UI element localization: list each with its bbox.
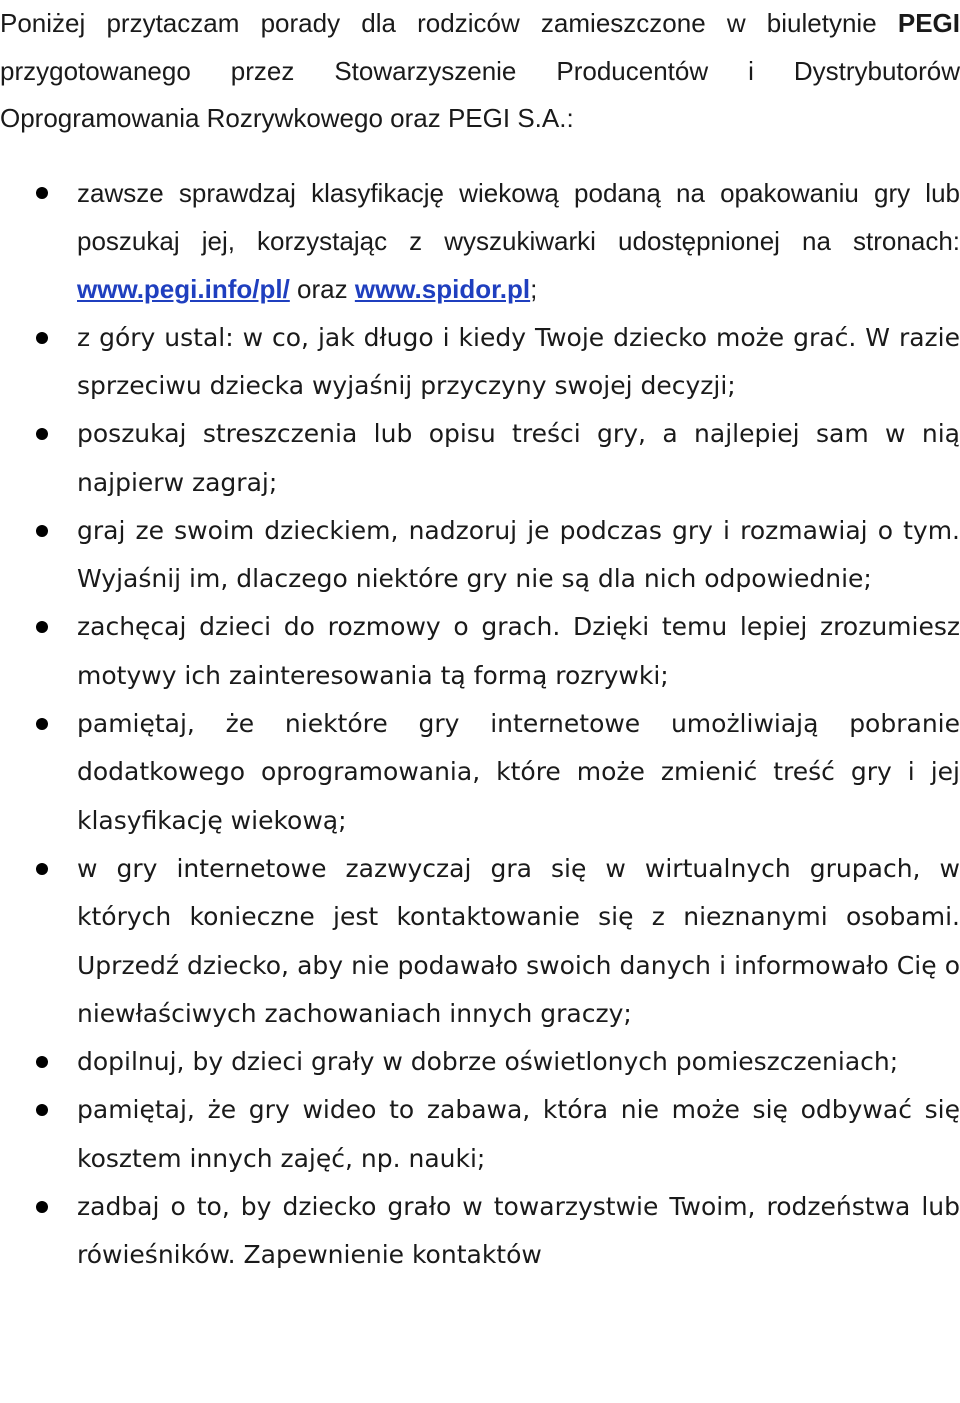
advice-text: dopilnuj, by dzieci grały w dobrze oświetlonych pomieszczeniach; bbox=[77, 1047, 899, 1077]
list-item bbox=[0, 700, 960, 845]
list-item bbox=[0, 845, 960, 1038]
advice-text: zachęcaj dzieci do rozmowy o grach. Dzięki temu lepiej zrozumiesz motywy ich zainteresowania tą formą rozrywki; bbox=[77, 612, 960, 690]
advice-text: pamiętaj, że niektóre gry internetowe umożliwiają pobranie dodatkowego oprogramowania, które może zmienić treść gry i jej klasyfikację wiekową; bbox=[77, 709, 960, 835]
bullet-icon bbox=[36, 332, 48, 344]
list-item bbox=[0, 1086, 960, 1183]
bullet-icon bbox=[36, 621, 48, 633]
advice-list bbox=[0, 169, 960, 1280]
advice-text: z góry ustal: w co, jak długo i kiedy Twoje dziecko może grać. W razie sprzeciwu dziecka wyjaśnij przyczyny swojej decyzji; bbox=[77, 322, 960, 400]
bullet-icon bbox=[36, 1201, 48, 1213]
bullet-icon bbox=[36, 1056, 48, 1068]
advice-text: w gry internetowe zazwyczaj gra się w wirtualnych grupach, w których konieczne jest kontaktowanie się z nieznanymi osobami. Uprzedź dziecko, aby nie podawało swoich danych i informowało Cię o niewłaściwych zachowaniach innych graczy; bbox=[77, 853, 960, 1028]
bullet-icon bbox=[36, 718, 48, 730]
advice-text: graj ze swoim dzieckiem, nadzoruj je podczas gry i rozmawiaj o tym. Wyjaśnij im, dlaczego niektóre gry nie są dla nich odpowiednie; bbox=[77, 515, 960, 594]
bullet-icon bbox=[36, 428, 48, 440]
bullet-icon bbox=[36, 863, 48, 875]
advice-text: zawsze sprawdzaj klasyfikację wiekową podaną na opakowaniu gry lub poszukaj jej, korzystając z wyszukiwarki udostępnionej na stronach: bbox=[77, 177, 960, 257]
list-item bbox=[0, 169, 960, 314]
advice-text: poszukaj streszczenia lub opisu treści gry, a najlepiej sam w nią najpierw zagraj; bbox=[77, 419, 960, 497]
list-item bbox=[0, 603, 960, 700]
pegi-website-link[interactable]: www.pegi.info/pl/ bbox=[77, 274, 290, 305]
list-item bbox=[0, 1183, 960, 1280]
bullet-icon bbox=[36, 525, 48, 537]
advice-text: pamiętaj, że gry wideo to zabawa, która nie może się odbywać się kosztem innych zajęć, np. nauki; bbox=[77, 1095, 960, 1173]
intro-text-end: przygotowanego przez Stowarzyszenie Producentów i Dystrybutorów Oprogramowania Rozrywkowego oraz PEGI S.A.: bbox=[0, 55, 960, 134]
intro-paragraph bbox=[0, 0, 960, 143]
list-item bbox=[0, 507, 960, 604]
list-item bbox=[0, 314, 960, 411]
intro-text-start: Poniżej przytaczam porady dla rodziców zamieszczone w biuletynie bbox=[0, 8, 898, 38]
spidor-website-link[interactable]: www.spidor.pl bbox=[354, 274, 531, 305]
advice-text: oraz bbox=[289, 274, 355, 305]
advice-text: zadbaj o to, by dziecko grało w towarzystwie Twoim, rodzeństwa lub rówieśników. Zapewnienie kontaktów bbox=[77, 1192, 960, 1270]
pegi-bold-label: PEGI bbox=[897, 8, 960, 38]
list-item bbox=[0, 410, 960, 507]
list-item bbox=[0, 1038, 960, 1086]
bullet-icon bbox=[36, 187, 48, 199]
bullet-icon bbox=[36, 1104, 48, 1116]
advice-text: ; bbox=[530, 274, 538, 305]
